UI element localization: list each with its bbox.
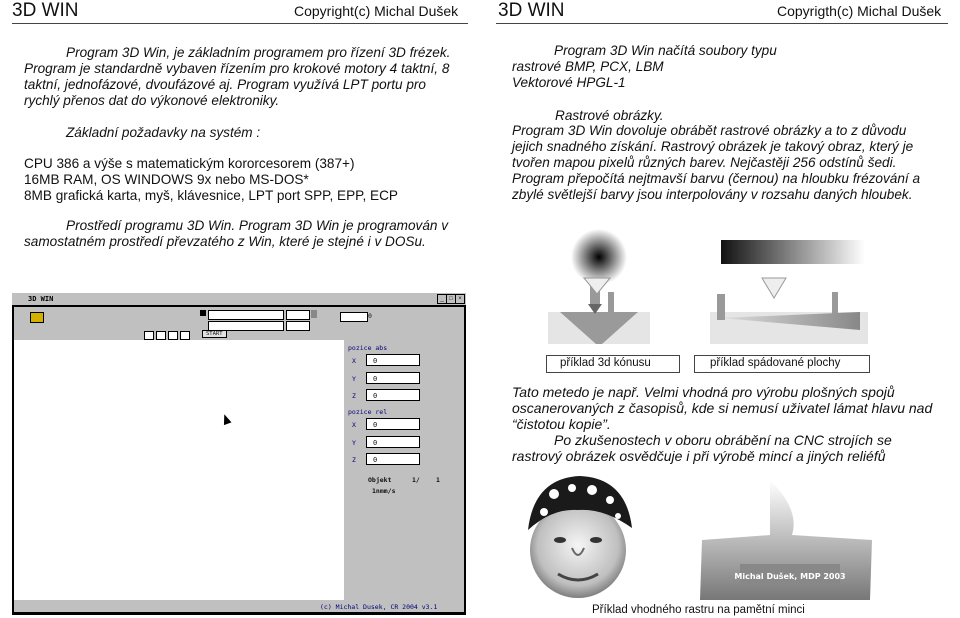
raster-line: Program přepočítá nejtmavší barvu (černou) na hloubku frézování a xyxy=(512,171,921,186)
intro-line: taktní, jednofázové, dvoufázové aj. Program využívá LPT portu pro xyxy=(24,77,426,92)
formats-line: rastrové BMP, PCX, LBM xyxy=(512,59,664,74)
raster-paragraph xyxy=(512,123,952,203)
left-header-rule xyxy=(12,23,468,24)
rel-z-label: Z xyxy=(352,456,356,464)
raster-illustration xyxy=(540,222,870,352)
raster-line: zbylé světlejší barvy jsou interpolovány v rozsahu daných hloubek. xyxy=(512,187,913,202)
rel-y-value[interactable]: 0 xyxy=(366,436,420,448)
requirement-item: 16MB RAM, OS WINDOWS 9x nebo MS-DOS* xyxy=(24,172,309,187)
experience-line: rastrový obrázek osvědčuje i při výrobě mincí a jiných reliéfů xyxy=(512,448,886,464)
slope-caption: příklad spádované plochy xyxy=(710,357,841,369)
folder-icon[interactable] xyxy=(30,312,44,323)
depth-field[interactable] xyxy=(286,321,310,331)
value-field[interactable] xyxy=(286,310,310,320)
requirement-item: 8MB grafická karta, myš, klávesnice, LPT port SPP, EPP, ECP xyxy=(24,188,398,203)
slope-arrow-icon xyxy=(762,278,786,298)
tool-button[interactable] xyxy=(168,331,178,340)
intro-line: Program je standardně vybaven řízením pro krokové motory 4 taktní, 8 xyxy=(24,61,450,76)
raster-line: Program 3D Win dovoluje obrábět rastrové obrázky a to z důvodu xyxy=(512,123,907,138)
intro-line: rychlý přenos dat do výkonové elektroniky. xyxy=(24,93,280,108)
slope-tool-left xyxy=(717,294,725,320)
intro-line: Program 3D Win, je základním programem pro řízení 3D frézek. xyxy=(66,45,451,60)
cone-caption: příklad 3d kónusu xyxy=(560,357,651,369)
coin-raster-image xyxy=(700,480,872,600)
raster-line: tvořen mapou pixelů různých barev. Nejčastěji 256 odstínů šedi. xyxy=(512,155,897,170)
experience-line: Po zkušenostech v oboru obrábění na CNC strojích se xyxy=(554,432,892,448)
rel-x-value[interactable]: 0 xyxy=(366,418,420,430)
slope-raster-image xyxy=(721,240,865,264)
method-paragraph xyxy=(512,384,952,432)
pos-abs-label: pozice abs xyxy=(348,344,388,352)
raster-line: jejich snadného získání. Rastrový obrázek je takový obraz, který je xyxy=(512,139,914,154)
coin-text: Michal Dušek, MDP 2003 xyxy=(734,572,846,581)
left-header-copyright: Copyright(c) Michal Dušek xyxy=(294,3,459,19)
zoom-value: 0 xyxy=(368,312,372,320)
start-button[interactable]: START xyxy=(202,330,227,338)
environment-line: Prostředí programu 3D Win. Program 3D Win je programován v xyxy=(66,218,449,233)
requirements-list xyxy=(24,156,398,204)
app-title-bar xyxy=(12,293,466,305)
arrow-icon[interactable] xyxy=(200,310,206,316)
left-header-title: 3D WIN xyxy=(12,0,79,21)
abs-z-label: Z xyxy=(352,392,356,400)
abs-y-label: Y xyxy=(352,375,356,383)
formats-line: Vektorové HPGL-1 xyxy=(512,75,626,90)
right-header-rule xyxy=(496,23,948,24)
rel-z-value[interactable]: 0 xyxy=(366,453,420,465)
requirement-item: CPU 386 a výše s matematickým kororcesorem (387+) xyxy=(24,156,355,171)
raster-heading: Rastrové obrázky. xyxy=(555,108,664,123)
requirements-heading: Základní požadavky na systém : xyxy=(66,125,261,140)
abs-x-value[interactable]: 0 xyxy=(366,354,420,366)
object-index: 1/ xyxy=(412,476,420,484)
app-window-title: 3D WIN xyxy=(28,295,54,303)
speed-unit: 1nmm/s xyxy=(372,487,396,495)
abs-y-value[interactable]: 0 xyxy=(366,372,420,384)
rel-y-label: Y xyxy=(352,439,356,447)
method-line: Tato metedo je např. Velmi vhodná pro výrobu plošných spojů xyxy=(512,384,895,400)
experience-paragraph xyxy=(512,432,952,464)
coordinate-field[interactable] xyxy=(208,310,284,320)
tool-button[interactable] xyxy=(180,331,190,340)
method-line: “čistotou kopie”. xyxy=(512,416,611,432)
intro-paragraph xyxy=(24,45,464,109)
tool-button[interactable] xyxy=(144,331,154,340)
spin-icon[interactable] xyxy=(311,310,317,318)
right-header-copyright: Copyrigth(c) Michal Dušek xyxy=(777,3,942,19)
tool-button[interactable] xyxy=(156,331,166,340)
formats-paragraph xyxy=(512,43,777,91)
environment-paragraph xyxy=(24,218,464,250)
slope-guide xyxy=(832,292,838,314)
environment-line: samostatném prostředí převzatého z Win, které je stejné i v DOSu. xyxy=(24,234,426,249)
right-header-title: 3D WIN xyxy=(498,0,565,21)
method-line: oscanerovaných z časopisů, kde si nemusí uživatel lámat hlavu nad xyxy=(512,400,933,416)
abs-x-label: X xyxy=(352,357,356,365)
close-button[interactable]: × xyxy=(455,294,465,304)
cone-guide xyxy=(608,292,614,314)
formats-line: Program 3D Win načítá soubory typu xyxy=(554,43,777,58)
minimize-button[interactable]: _ xyxy=(437,294,447,304)
rel-x-label: X xyxy=(352,421,356,429)
drawing-canvas[interactable] xyxy=(14,340,344,612)
status-text: (c) Michal Dusek, CR 2004 v3.1 xyxy=(320,603,438,611)
cone-arrow-icon xyxy=(584,278,610,294)
zoom-field[interactable] xyxy=(340,312,368,322)
cone-raster-image xyxy=(571,229,627,285)
coin-caption: Příklad vhodného rastru na pamětní minci xyxy=(592,604,805,616)
maximize-button[interactable]: □ xyxy=(446,294,456,304)
object-label: Objekt xyxy=(368,476,392,484)
portrait-raster-image xyxy=(514,470,644,600)
object-total: 1 xyxy=(436,476,440,484)
abs-z-value[interactable]: 0 xyxy=(366,389,420,401)
pos-rel-label: pozice rel xyxy=(348,408,388,416)
